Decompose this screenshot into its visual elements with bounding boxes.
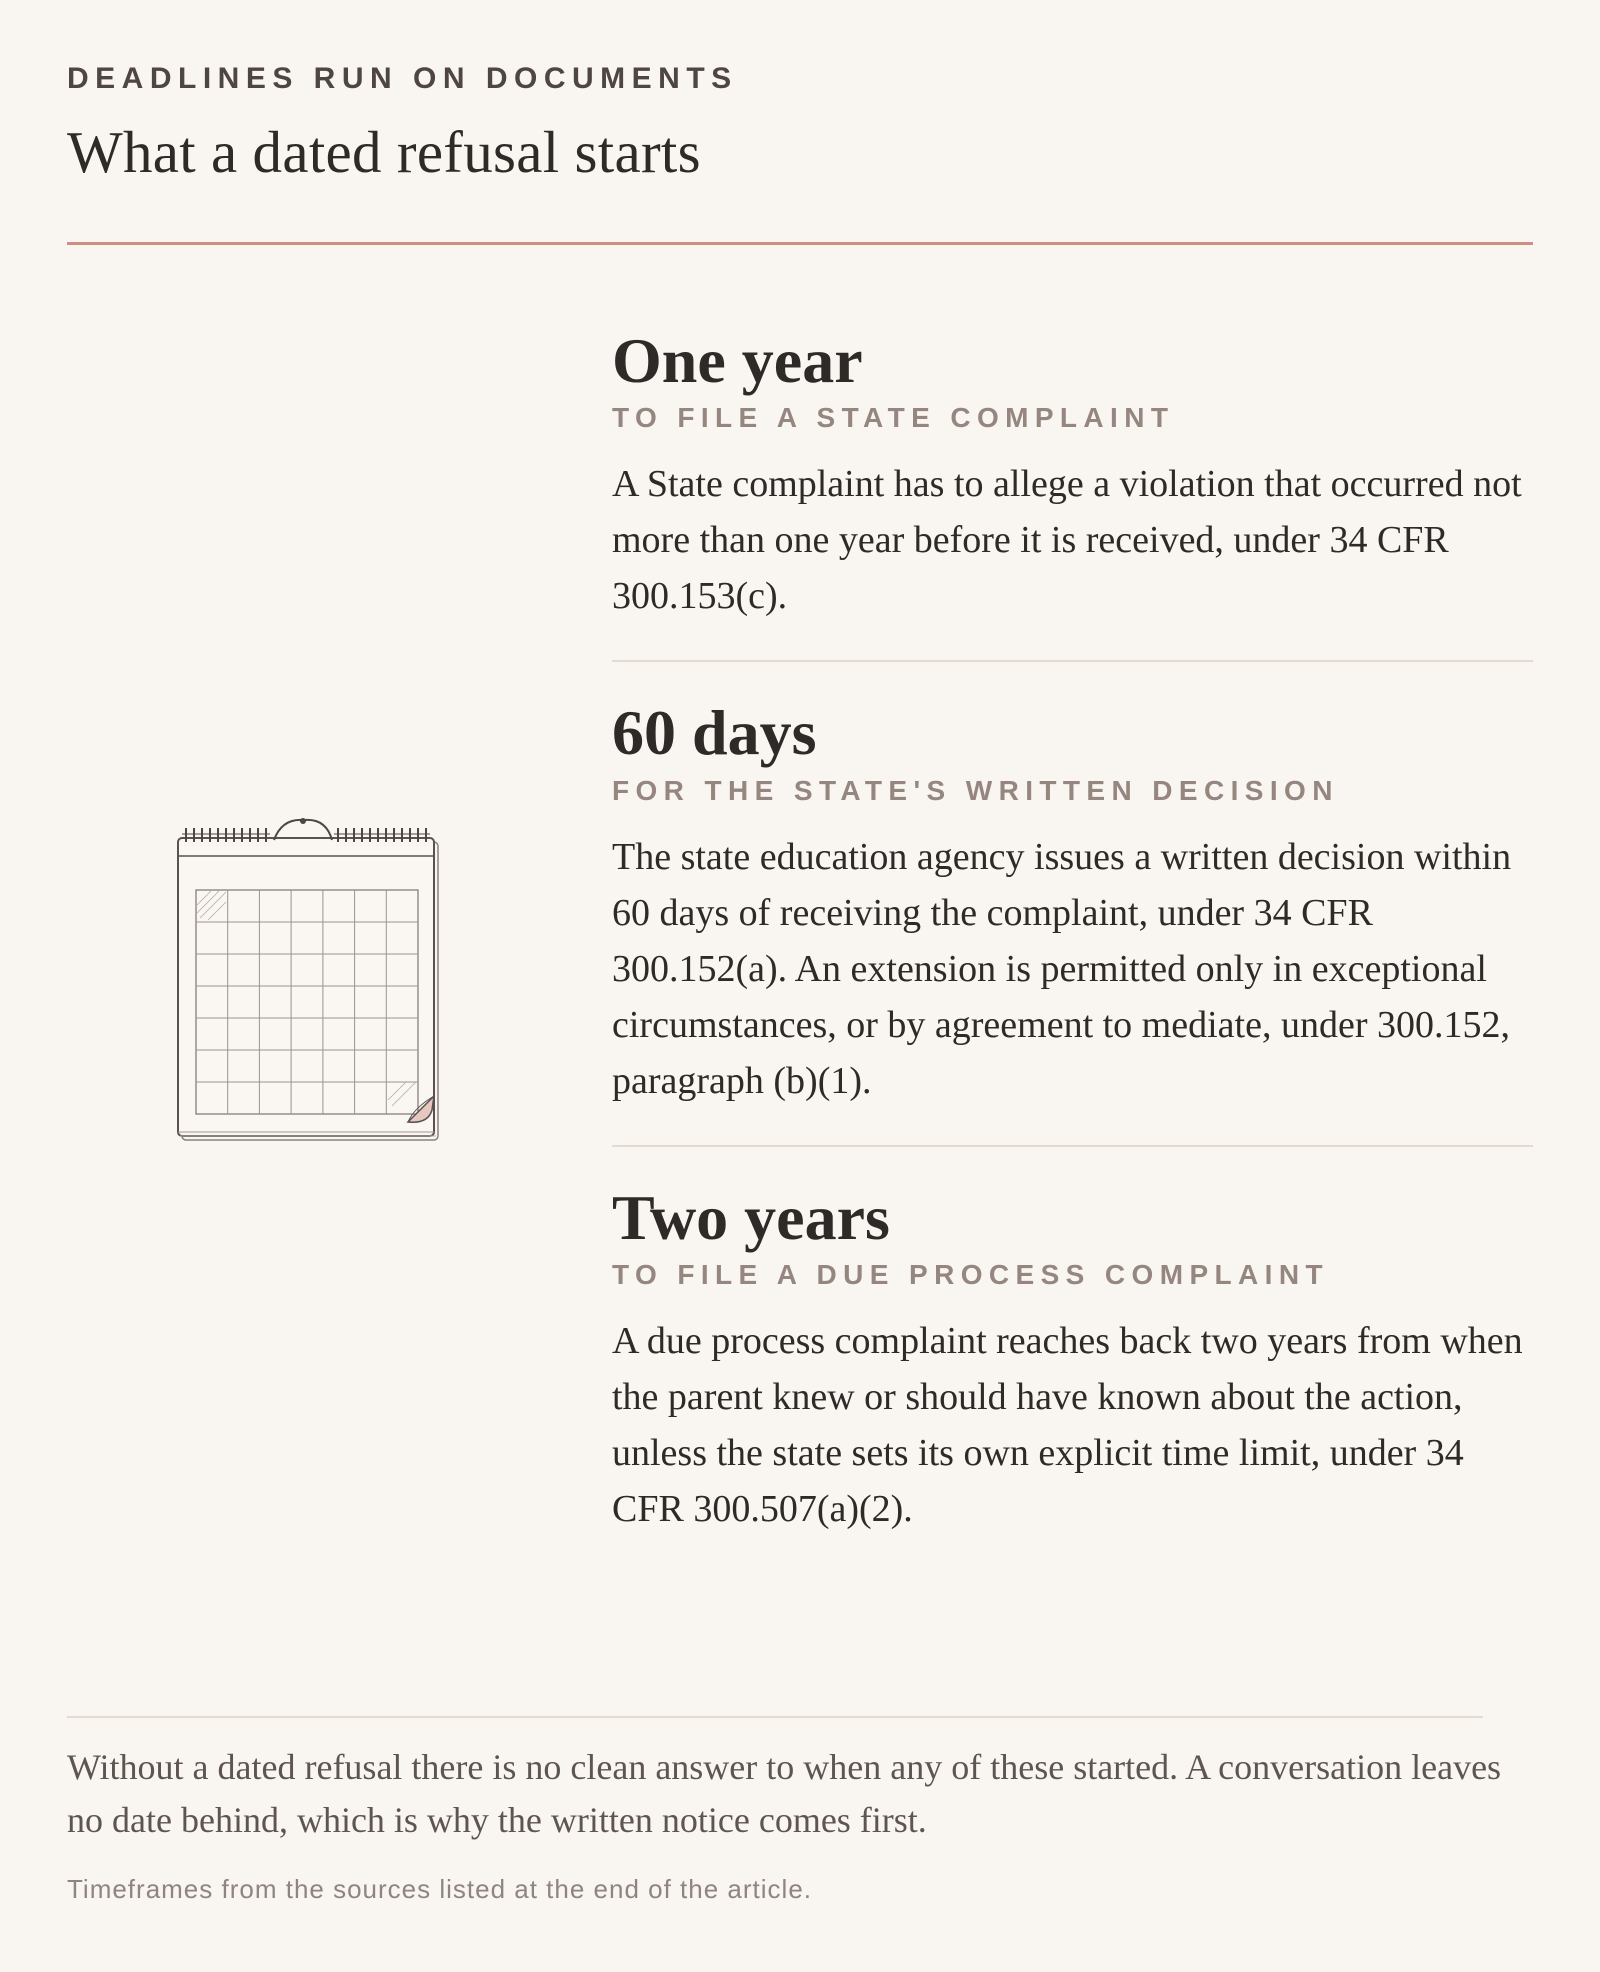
deadline-heading: 60 days — [612, 697, 817, 769]
footer-text: Without a dated refusal there is no clean answer to when any of these started. A conversation leaves no date behind, which is why the written notice comes first. — [67, 1747, 1502, 1840]
deadline-subheading: FOR THE STATE'S WRITTEN DECISION — [612, 774, 1339, 806]
deadline-entry-60-days — [612, 698, 1533, 1108]
deadline-body: The state education agency issues a written decision within 60 days of receiving the complaint, under 34 CFR 300.152(a). An extension is permitted only in exceptional circumstances, or by agreement to mediate, under 300.152, paragraph (b)(1). — [612, 835, 1512, 1102]
page-title: What a dated refusal starts — [67, 119, 701, 185]
deadline-heading: Two years — [612, 1181, 890, 1253]
deadline-list — [612, 326, 1533, 1537]
deadline-heading: One year — [612, 325, 863, 396]
deadline-body: A State complaint has to allege a violation that occurred not more than one year before it is received, under 34 CFR 300.153(c). — [612, 463, 1522, 618]
source-note: Timeframes from the sources listed at the end of the article. — [67, 1874, 812, 1904]
eyebrow-label: DEADLINES RUN ON DOCUMENTS — [67, 62, 738, 95]
footer-divider — [67, 1716, 1483, 1718]
deadline-entry-two-years — [612, 1183, 1533, 1537]
title-accent-rule — [67, 242, 1533, 245]
entry-divider — [612, 660, 1533, 662]
wall-calendar-icon — [170, 810, 450, 1150]
entry-divider — [612, 1145, 1533, 1147]
deadline-body: A due process complaint reaches back two years from when the parent knew or should have known about the action, unless the state sets its own explicit time limit, under 34 CFR 300.507(a)(2). — [612, 1320, 1523, 1531]
deadline-entry-one-year — [612, 326, 1533, 624]
deadline-subheading: TO FILE A STATE COMPLAINT — [612, 402, 1175, 434]
deadline-subheading: TO FILE A DUE PROCESS COMPLAINT — [612, 1259, 1329, 1291]
